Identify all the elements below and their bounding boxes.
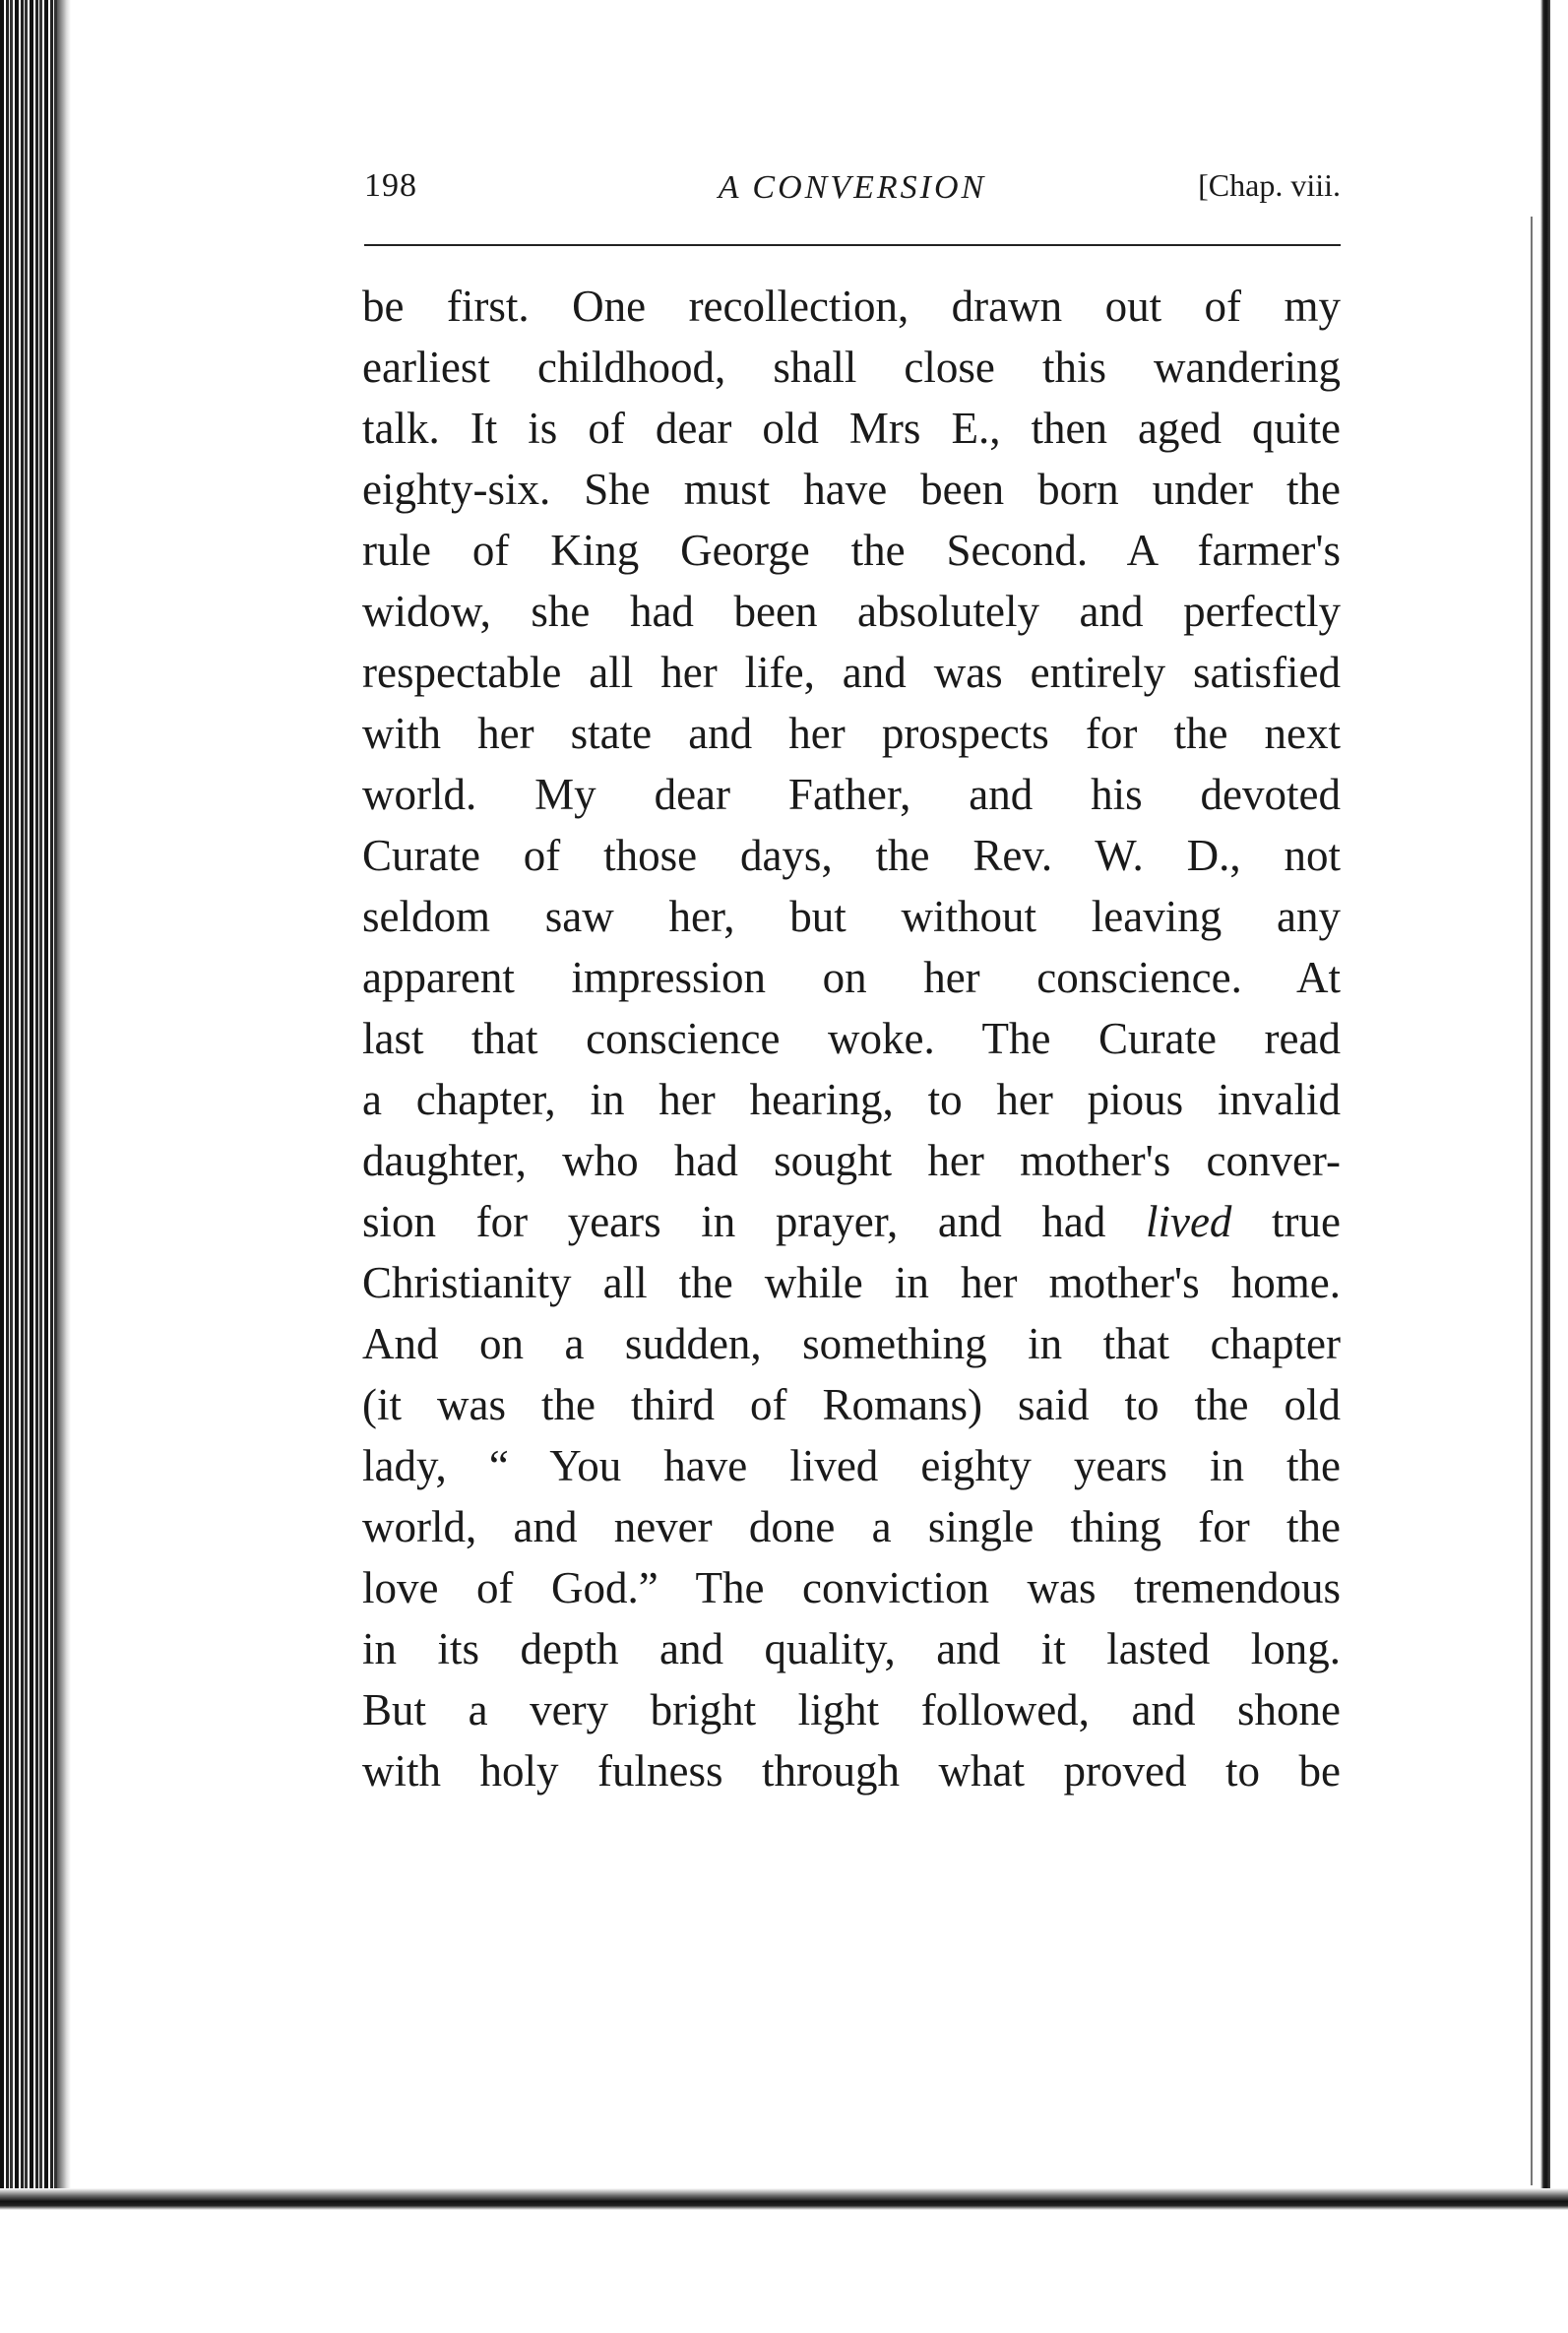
chapter-reference: [Chap. viii. [1198,167,1341,203]
line-segment: true [1272,1197,1342,1246]
text-line: lady, “ You have lived eighty years in the [362,1441,1341,1490]
text-line: seldom saw her, but without leaving any [362,892,1341,941]
text-line: talk. It is of dear old Mrs E., then aged quite [362,404,1341,453]
text-line: apparent impression on her conscience. At [362,953,1341,1002]
text-line: earliest childhood, shall close this wandering [362,343,1341,392]
running-head [364,167,1341,228]
text-line: with her state and her prospects for the next [362,709,1341,758]
text-line: Curate of those days, the Rev. W. D., not [362,831,1341,880]
text-line: world. My dear Father, and his devoted [362,770,1341,819]
text-line: daughter, who had sought her mother's conver- [362,1136,1341,1185]
text-line: widow, she had been absolutely and perfectly [362,587,1341,636]
text-line: love of God.” The conviction was tremendous [362,1563,1341,1612]
text-line: Christianity all the while in her mother's home. [362,1258,1341,1307]
italic-word: lived [1145,1197,1232,1246]
text-line: respectable all her life, and was entirely satisfied [362,648,1341,697]
text-line-with-italic [362,1191,1341,1252]
text-line: eighty-six. She must have been born under the [362,465,1341,514]
text-line: in its depth and quality, and it lasted long. [362,1624,1341,1673]
page-right-edge [1540,0,1550,2210]
text-line: (it was the third of Romans) said to the old [362,1380,1341,1429]
text-line: And on a sudden, something in that chapter [362,1319,1341,1368]
text-line: last that conscience woke. The Curate read [362,1014,1341,1063]
page-number: 198 [364,167,417,204]
text-line: be first. One recollection, drawn out of my [362,282,1341,331]
text-line: a chapter, in her hearing, to her pious invalid [362,1075,1341,1124]
text-line: world, and never done a single thing for the [362,1502,1341,1551]
book-binding-edge [0,0,57,2210]
text-line: with holy fulness through what proved to be [362,1746,1341,1796]
body-text [362,276,1341,1801]
line-segment: sion for years in prayer, and had [362,1197,1106,1246]
text-line: But a very bright light followed, and shone [362,1685,1341,1734]
page-bottom-edge [0,2188,1568,2210]
page-right-edge-line [1531,217,1533,2185]
running-title: A CONVERSION [718,169,987,206]
text-line: rule of King George the Second. A farmer's [362,526,1341,575]
header-rule [364,244,1341,246]
